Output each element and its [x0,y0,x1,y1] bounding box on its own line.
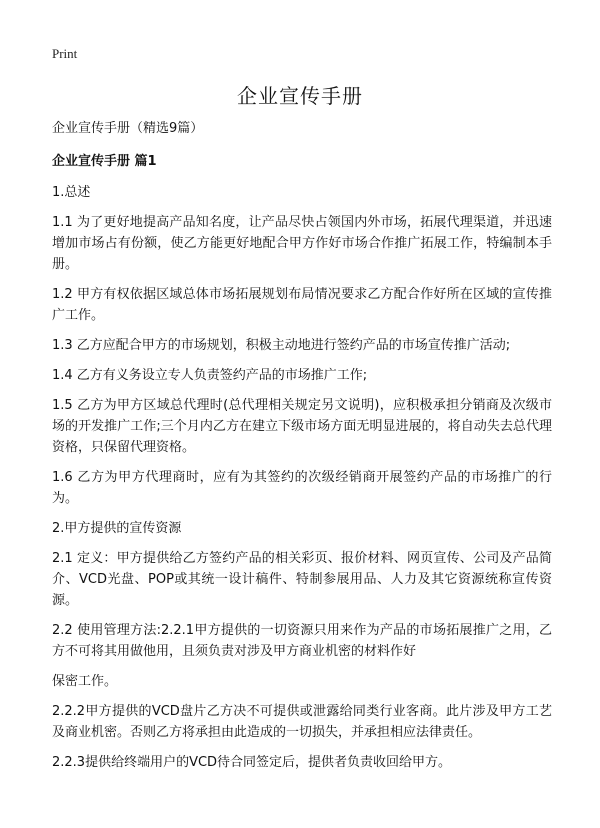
print-link[interactable]: Print [52,46,78,61]
section-heading: 企业宣传手册 篇1 [52,154,157,169]
paragraph-resources-heading: 2.甲方提供的宣传资源 [52,521,182,536]
paragraph-2-1: 2.1 定义：甲方提供给乙方签约产品的相关彩页、报价材料、网页宣传、公司及产品简介、VCD光盘、POP或其统一设计稿件、特制参展用品、人力及其它资源统称宣传资源。 [52,551,552,608]
paragraph-2-2-continued: 保密工作。 [52,674,118,689]
paragraph-1-3: 1.3 乙方应配合甲方的市场规划，积极主动地进行签约产品的市场宣传推广活动; [52,338,511,353]
page-title: 企业宣传手册 [237,84,363,108]
paragraph-1-6: 1.6 乙方为甲方代理商时，应有为其签约的次级经销商开展签约产品的市场推广的行为。 [52,470,552,506]
paragraph-1-4: 1.4 乙方有义务设立专人负责签约产品的市场推广工作; [52,368,368,383]
document-subtitle: 企业宣传手册（精选9篇） [52,121,204,136]
paragraph-1-2: 1.2 甲方有权依据区域总体市场拓展规划布局情况要求乙方配合作好所在区域的宣传推广工作。 [52,287,552,323]
paragraph-2-2-3: 2.2.3提供给终端用户的VCD待合同签定后，提供者负责收回给甲方。 [52,755,452,770]
paragraph-2-2: 2.2 使用管理方法:2.2.1甲方提供的一切资源只用来作为产品的市场拓展推广之用，乙方不可将其用做他用，且须负责对涉及甲方商业机密的材料作好 [52,623,552,659]
paragraph-2-2-2: 2.2.2甲方提供的VCD盘片乙方决不可提供或泄露给同类行业客商。此片涉及甲方工艺及商业机密。否则乙方将承担由此造成的一切损失，并承担相应法律责任。 [52,704,552,740]
document-body [52,119,552,782]
paragraph-1-1: 1.1 为了更好地提高产品知名度，让产品尽快占领国内外市场，拓展代理渠道，并迅速增加市场占有份额，使乙方能更好地配合甲方作好市场合作推广拓展工作，特编制本手册。 [52,215,552,272]
paragraph-overview-heading: 1.总述 [52,185,91,200]
paragraph-1-5: 1.5 乙方为甲方区域总代理时(总代理相关规定另文说明)，应积极承担分销商及次级市场的开发推广工作;三个月内乙方在建立下级市场方面无明显进展的，将自动失去总代理资格，只保留代理资格。 [52,398,552,455]
